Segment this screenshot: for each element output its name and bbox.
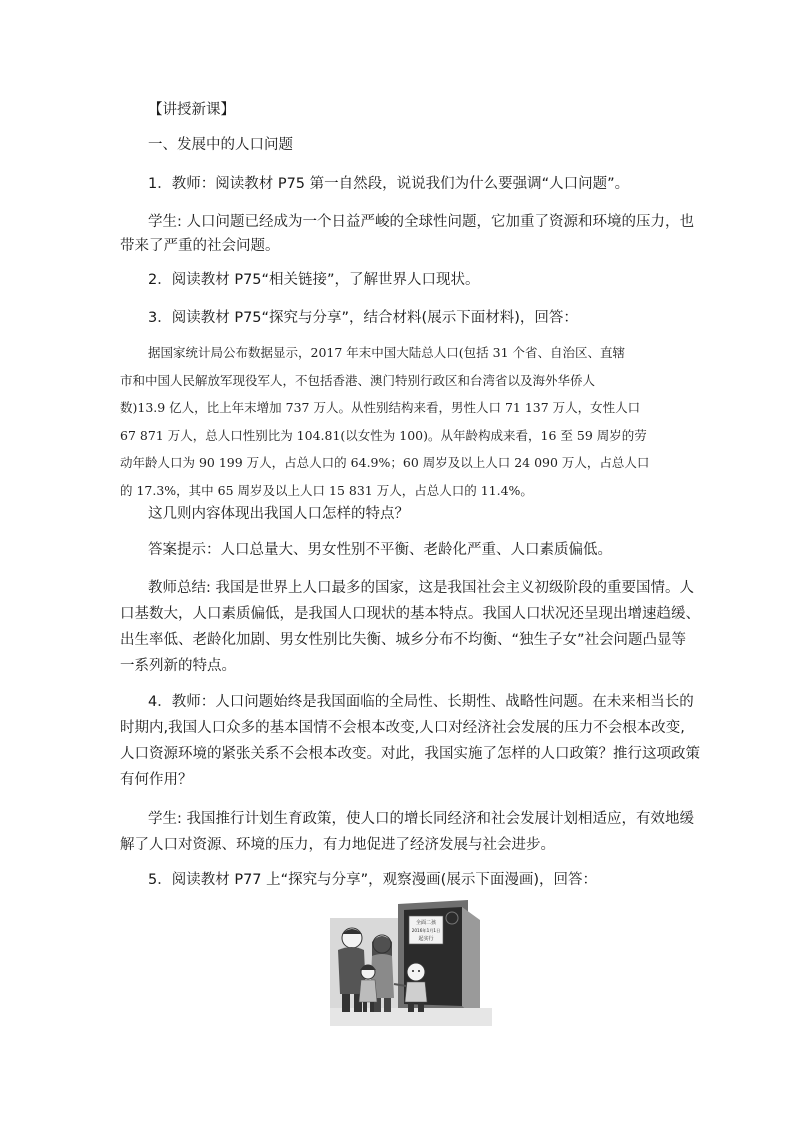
question-4-line: 时期内,我国人口众多的基本国情不会根本改变,人口对经济社会发展的压力不会根本改变, (120, 720, 685, 736)
material-line: 数)13.9 亿人，比上年末增加 737 万人。从性别结构来看，男性人口 71 137 万人，女性人口 (120, 400, 641, 415)
answer-1-line-1: 学生: 人口问题已经成为一个日益严峻的全球性问题，它加重了资源和环境的压力，也 (148, 214, 694, 230)
material-line: 67 871 万人，总人口性别比为 104.81(以女性为 100)。从年龄构成来看，16 至 59 周岁的劳 (120, 427, 647, 443)
sub-heading: 一、发展中的人口问题 (148, 137, 293, 153)
door-panel (462, 907, 480, 1022)
summary-line: 出生率低、老龄化加剧、男女性别比失衡、城乡分布不均衡、“独生子女”社会问题凸显等 (120, 632, 687, 648)
question-2: 2．阅读教材 P75“相关链接”，了解世界人口现状。 (148, 272, 480, 288)
question-1: 1．教师：阅读教材 P75 第一自然段，说说我们为什么要强调“人口问题”。 (148, 176, 630, 192)
question-3-answer: 答案提示：人口总量大、男女性别不平衡、老龄化严重、人口素质偏低。 (148, 542, 612, 558)
question-4-line: 有何作用？ (120, 772, 193, 788)
question-4-line: 4．教师：人口问题始终是我国面临的全局性、长期性、战略性问题。在未来相当长的 (148, 694, 694, 710)
summary-line: 一系列新的特点。 (120, 658, 236, 674)
question-3: 3．阅读教材 P75“探究与分享”，结合材料(展示下面材料)，回答： (148, 310, 578, 326)
sign-text: 全面二孩 (415, 920, 437, 926)
answer-4-line: 学生: 我国推行计划生育政策，使人口的增长同经济和社会发展计划相适应，有效地缓 (148, 811, 694, 827)
material-line: 据国家统计局公布数据显示，2017 年末中国大陆总人口(包括 31 个省、自治区、直辖 (148, 345, 626, 360)
section-heading: 【讲授新课】 (148, 102, 235, 118)
sign-text: 起实行 (418, 936, 434, 942)
material-block (120, 339, 680, 504)
sign-text: 2016年1月1日 (411, 928, 441, 933)
question-5: 5．阅读教材 P77 上“探究与分享”，观察漫画(展示下面漫画)，回答： (148, 872, 597, 888)
summary-line: 教师总结: 我国是世界上人口最多的国家，这是我国社会主义初级阶段的重要国情。人 (148, 580, 694, 596)
answer-4-line: 解了人口对资源、环境的压力，有力地促进了经济发展与社会进步。 (120, 837, 555, 853)
question-3-prompt: 这几则内容体现出我国人口怎样的特点？ (148, 506, 409, 522)
answer-1-line-2: 带来了严重的社会问题。 (120, 238, 280, 254)
boy-figure (407, 963, 425, 981)
material-line: 市和中国人民解放军现役军人，不包括香港、澳门特别行政区和台湾省以及海外华侨人 (120, 372, 596, 388)
material-line: 的 17.3%，其中 65 周岁及以上人口 15 831 万人，占总人口的 11.4%。 (120, 482, 533, 498)
summary-line: 口基数大，人口素质偏低，是我国人口现状的基本特点。我国人口状况还呈现出增速趋缓、 (120, 606, 700, 622)
family-cartoon-illustration (330, 898, 492, 1026)
question-4-line: 人口资源环境的紧张关系不会根本改变。对此，我国实施了怎样的人口政策？推行这项政策 (120, 746, 700, 762)
material-line: 动年龄人口为 90 199 万人，占总人口的 64.9%；60 周岁及以上人口 24 090 万人，占总人口 (120, 455, 650, 470)
